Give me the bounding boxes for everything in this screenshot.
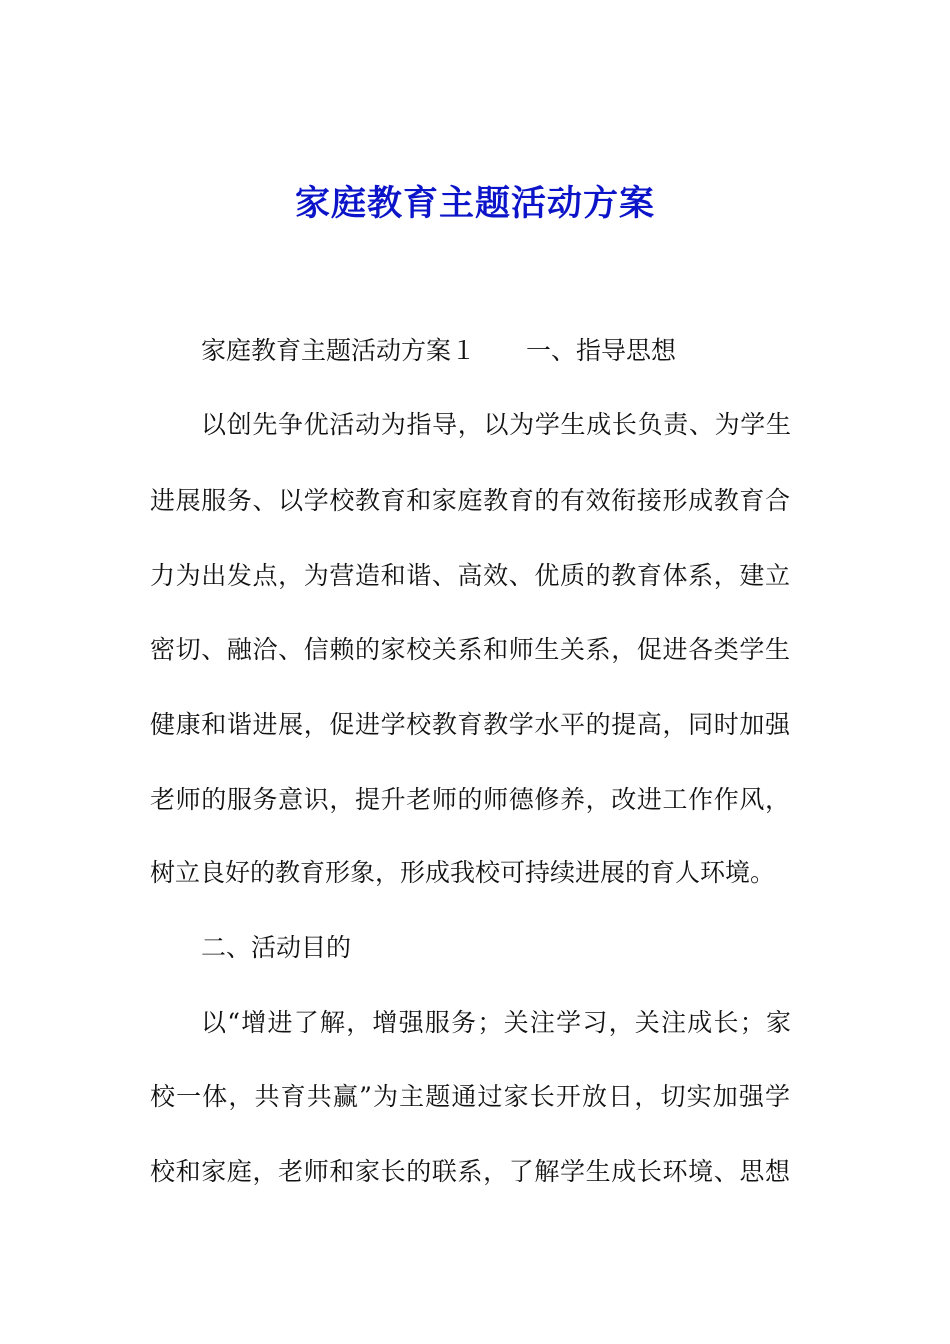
document-title: 家庭教育主题活动方案 — [294, 183, 655, 224]
paragraph-line: 以创先争优活动为指导，以为学生成长负责、为学生 — [201, 410, 791, 439]
paragraph-line: 健康和谐进展，促进学校教育教学水平的提高，同时加强 — [150, 710, 790, 739]
paragraph-line: 校一体，共育共赢”为主题通过家长开放日，切实加强学 — [150, 1082, 790, 1111]
paragraph-line: 老师的服务意识，提升老师的师德修养，改进工作作风， — [150, 785, 790, 814]
plan-subtitle: 家庭教育主题活动方案１ — [201, 336, 477, 365]
paragraph-line: 力为出发点，为营造和谐、高效、优质的教育体系，建立 — [150, 561, 790, 590]
paragraph-line: 进展服务、以学校教育和家庭教育的有效衔接形成教育合 — [150, 486, 790, 515]
paragraph-line: 密切、融洽、信赖的家校关系和师生关系，促进各类学生 — [150, 635, 790, 664]
heading-line — [201, 331, 791, 371]
paragraph-line: 树立良好的教育形象，形成我校可持续进展的育人环境。 — [150, 858, 776, 887]
paragraph-line: 校和家庭，老师和家长的联系，了解学生成长环境、思想 — [150, 1157, 790, 1186]
paragraph-line: 以“增进了解，增强服务；关注学习，关注成长；家 — [201, 1008, 791, 1037]
section-heading-activity-purpose: 二、活动目的 — [201, 933, 352, 962]
section-heading-guiding-ideology: 一、指导思想 — [526, 336, 677, 365]
